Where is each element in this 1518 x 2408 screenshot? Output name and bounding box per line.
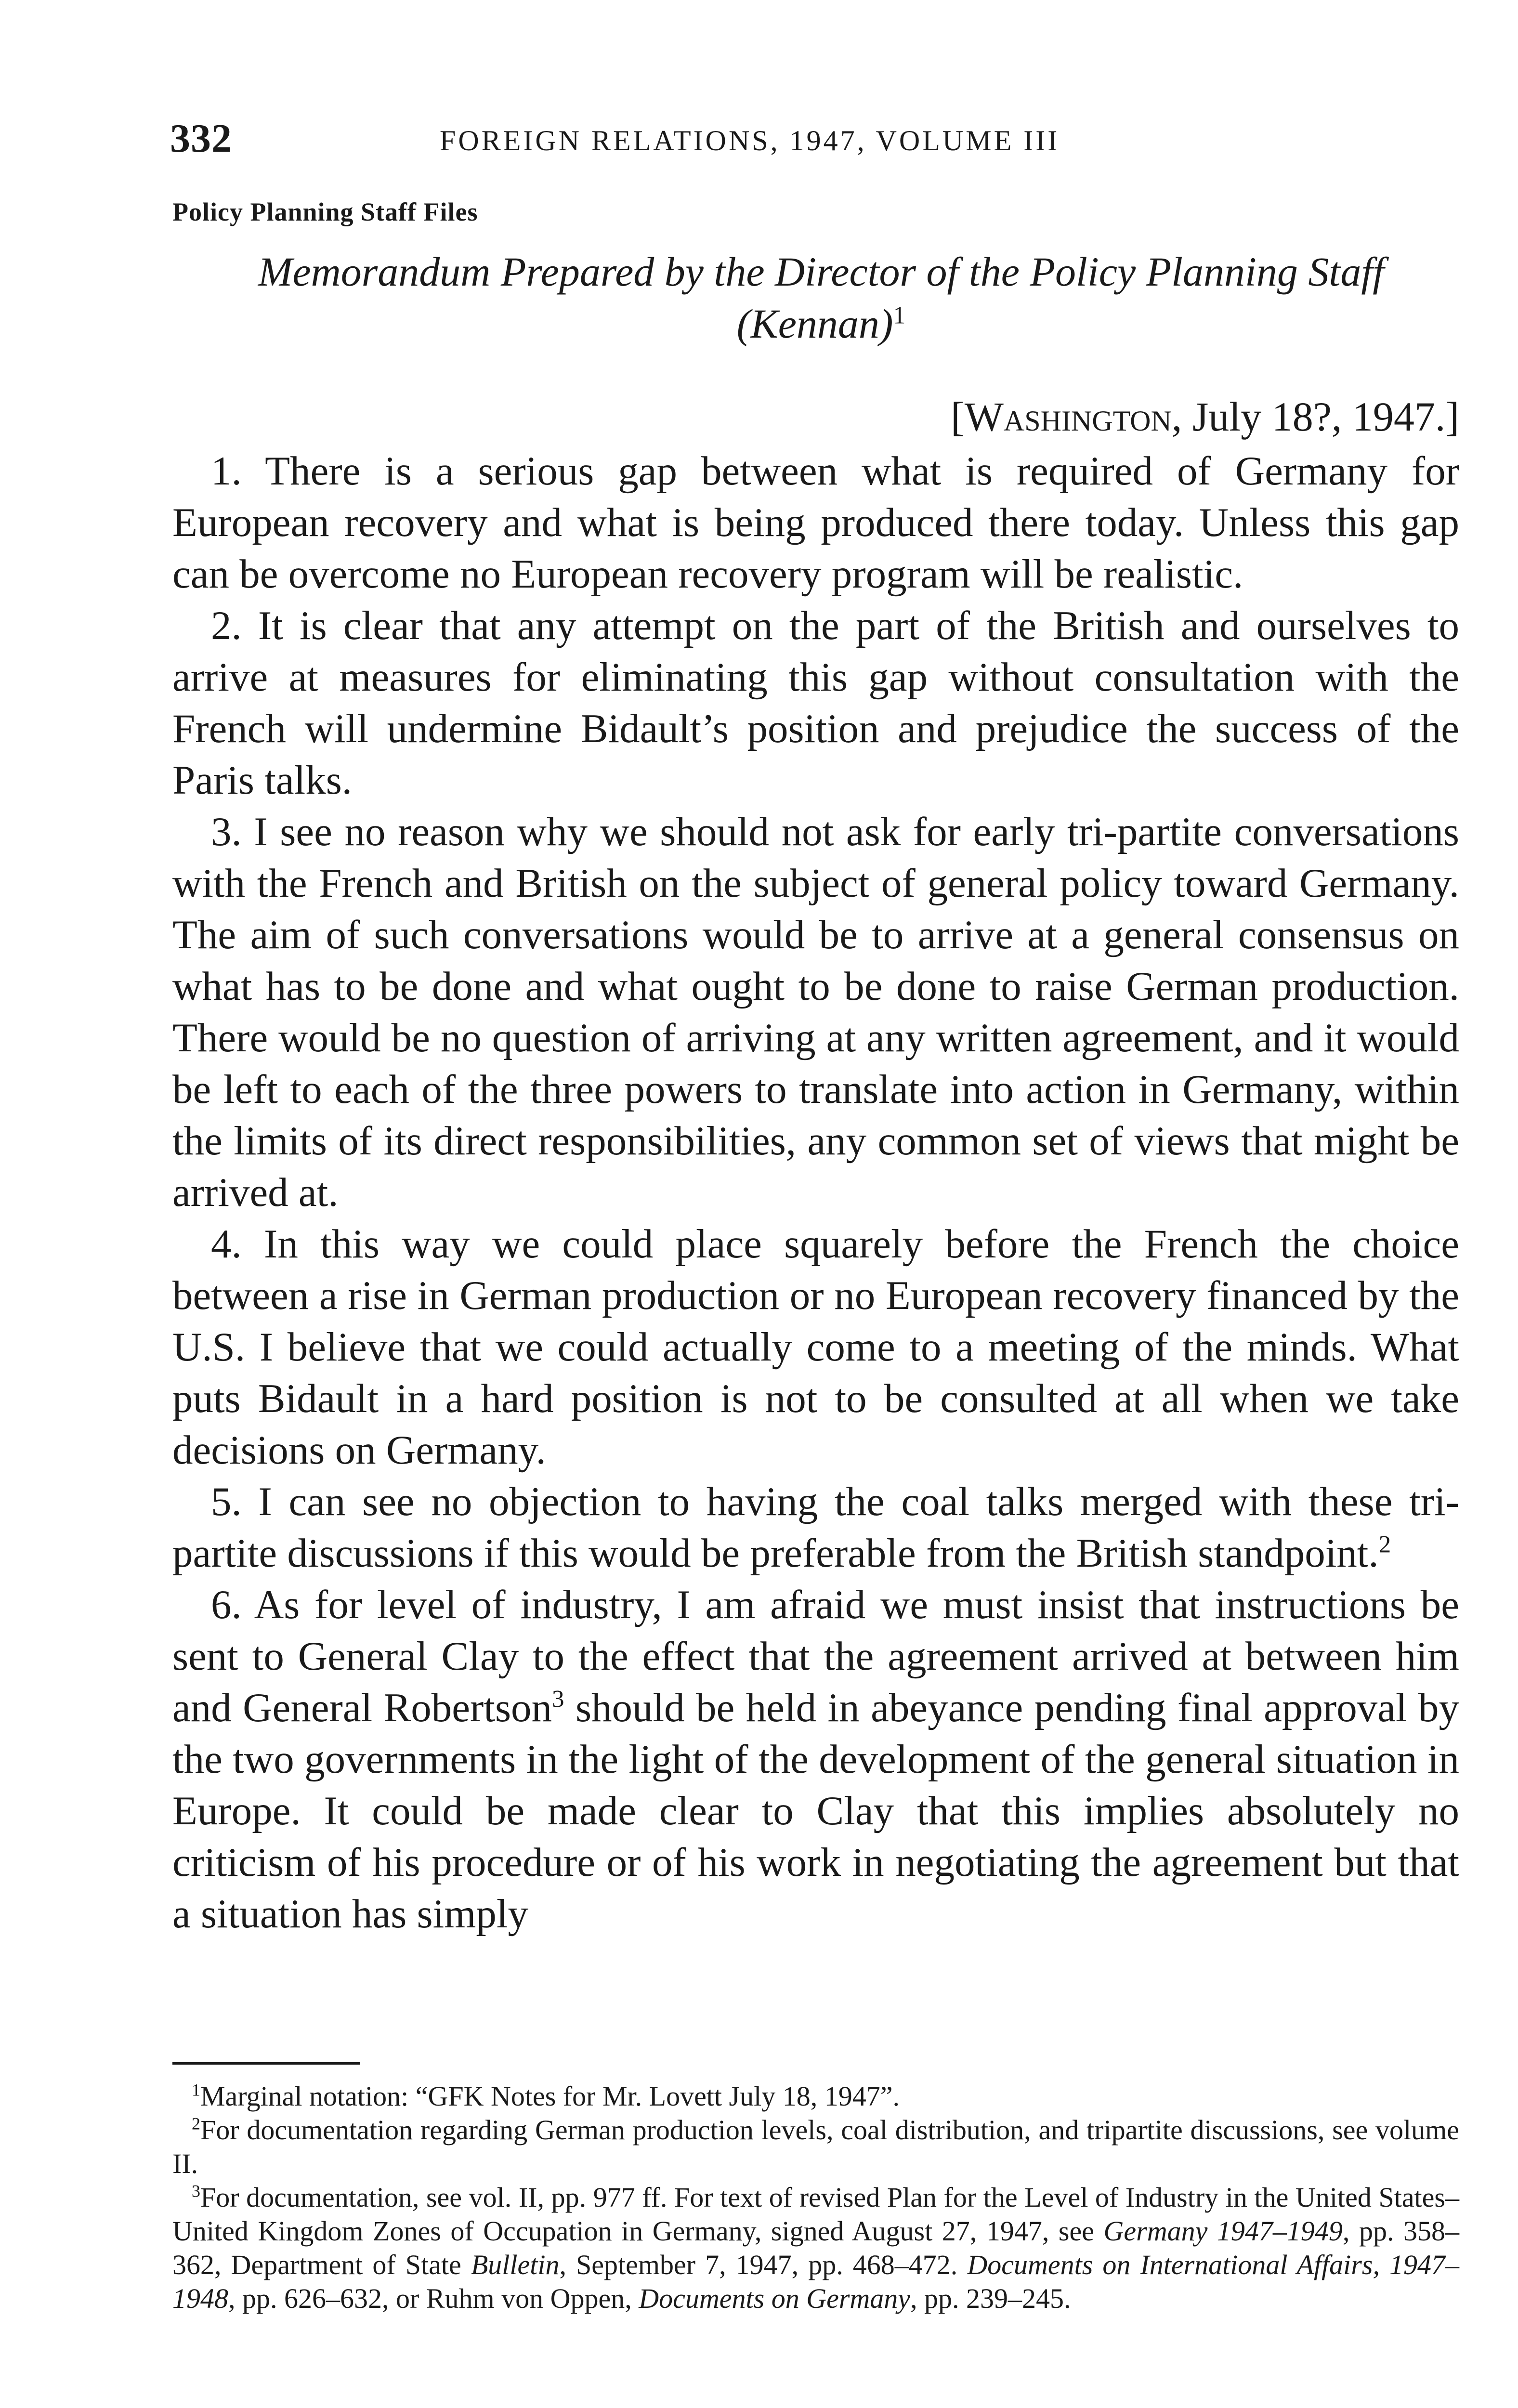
footnote-2-text: For documentation regarding German production levels, coal distribution, and tripartite discussions, see volume II. <box>172 2114 1459 2179</box>
paragraph-3: 3. I see no reason why we should not ask for early tri-partite conversations with the French and British on the subject of general policy toward Germany. The aim of such conversations would be to arrive at a general consensus on what has to be done and what ought to be done to raise German production. There would be no question of arriving at any written agreement, and it would be left to each of the three powers to translate into action in Germany, within the limits of its direct responsibilities, any common set of views that might be arrived at. <box>172 809 1459 1215</box>
document-title <box>173 246 1469 350</box>
dateline-date: , July 18?, 1947.] <box>1171 393 1459 440</box>
footnotes <box>172 2080 1459 2316</box>
footnote-3-number: 3 <box>192 2181 200 2201</box>
running-title: FOREIGN RELATIONS, 1947, VOLUME III <box>440 125 1060 157</box>
footnote-3-part-g: , pp. 626–632, or Ruhm von Oppen, <box>228 2283 639 2314</box>
footnote-mark-3: 3 <box>552 1686 564 1713</box>
footnote-1-text: Marginal notation: “GFK Notes for Mr. Lovett July 18, 1947”. <box>200 2081 900 2112</box>
dateline <box>173 390 1459 443</box>
footnote-3-part-a: For documentation, see vol. II, pp. 977 ff. For text of revised Plan for the Level of Industry in the United States–United Kingdom Zones of Occupation in Germany, signed August 27, 1947, see <box>172 2182 1459 2247</box>
page-number: 332 <box>170 116 232 161</box>
dateline-place: Washington <box>964 393 1172 440</box>
footnote-3-citation-bulletin: Bulletin <box>471 2249 560 2280</box>
paragraph-1: 1. There is a serious gap between what is required of Germany for European recovery and what is being produced there today. Unless this gap can be overcome no European recovery program will be realistic. <box>172 448 1459 597</box>
paragraph-5-text: 5. I can see no objection to having the coal talks merged with these tri-partite discussions if this would be preferable from the British standpoint. <box>172 1479 1459 1576</box>
footnote-3-part-c: , pp. 358–362, Department of State <box>172 2215 1459 2280</box>
dateline-open-bracket: [ <box>951 393 965 440</box>
paragraph-2: 2. It is clear that any attempt on the part of the British and ourselves to arrive at measures for eliminating this gap without consultation with the French will undermine Bidault’s position and prejudice the success of the Paris talks. <box>172 603 1459 803</box>
footnote-3-citation-germany-1947-1949: Germany 1947–1949 <box>1103 2215 1343 2247</box>
footnote-divider <box>172 2062 360 2065</box>
paragraph-6-after: should be held in abeyance pending final approval by the two governments in the light of the development of the general situation in Europe. It could be made clear to Clay that this implies absolutely no criticism of his procedure or of his work in negotiating the agreement but that a situation has simply <box>172 1685 1460 1937</box>
running-header <box>170 115 1490 168</box>
footnote-3-citation-documents-international-affairs: Documents on International Affairs, 1947–1948 <box>172 2249 1460 2314</box>
title-footnote-mark: 1 <box>893 301 906 329</box>
footnote-mark-2: 2 <box>1378 1531 1391 1558</box>
paragraph-6-before: 6. As for level of industry, I am afraid we must insist that instructions be sent to General Clay to the effect that the agreement arrived at between him and General Robertson <box>172 1582 1459 1730</box>
memorandum-body <box>172 445 1459 1940</box>
source-label: Policy Planning Staff Files <box>172 197 478 226</box>
footnote-3-part-i: , pp. 239–245. <box>910 2283 1071 2314</box>
footnote-3-part-e: , September 7, 1947, pp. 468–472. <box>559 2249 968 2280</box>
title-line-1: Memorandum Prepared by the Director of the Policy Planning Staff <box>258 249 1385 295</box>
title-line-2 <box>173 298 1469 350</box>
footnote-2-number: 2 <box>192 2114 200 2133</box>
paragraph-5 <box>172 1476 1459 1579</box>
footnote-3-citation-documents-on-germany: Documents on Germany <box>639 2283 911 2314</box>
footnote-3 <box>172 2181 1459 2316</box>
footnote-2 <box>172 2113 1459 2181</box>
paragraph-6 <box>172 1579 1459 1940</box>
paragraph-4: 4. In this way we could place squarely before the French the choice between a rise in German production or no European recovery financed by the U.S. I believe that we could actually come to a meeting of the minds. What puts Bidault in a hard position is not to be consulted at all when we take decisions on Germany. <box>172 1221 1459 1473</box>
footnote-1-number: 1 <box>192 2080 200 2100</box>
title-author: (Kennan) <box>736 301 893 347</box>
footnote-1 <box>172 2080 1459 2113</box>
